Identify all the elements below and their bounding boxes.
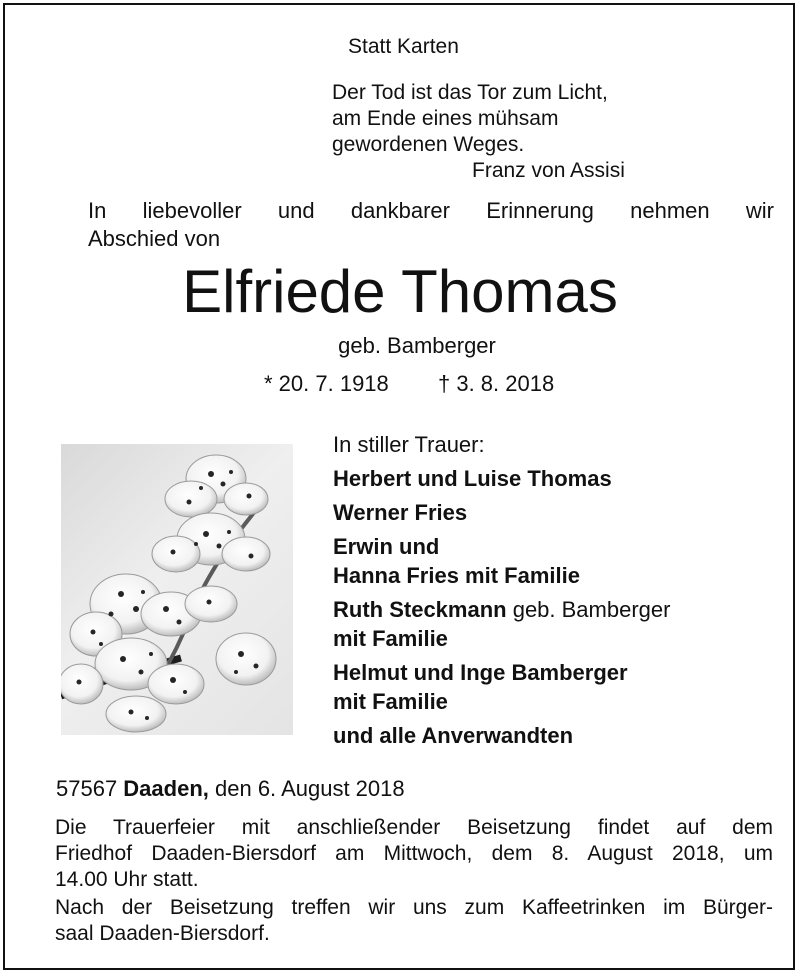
mourner-entry: Hanna Fries mit Familie bbox=[333, 563, 580, 588]
maiden-name: geb. Bamberger bbox=[338, 333, 496, 358]
reception-text bbox=[55, 895, 773, 947]
ceremony-line: 14.00 Uhr statt. bbox=[55, 868, 199, 891]
mourners-list bbox=[333, 430, 670, 750]
orchid-photo bbox=[61, 444, 293, 735]
deceased-name: Elfriede Thomas bbox=[182, 258, 618, 325]
town: Daaden, bbox=[123, 776, 209, 801]
intro-line: Abschied von bbox=[88, 226, 221, 251]
intro-text bbox=[88, 197, 774, 253]
reception-line: saal Daaden-Biersdorf. bbox=[55, 922, 270, 945]
mourner-entry: Herbert und Luise Thomas bbox=[333, 466, 612, 491]
quote-author: Franz von Assisi bbox=[472, 159, 625, 182]
header-statt-karten: Statt Karten bbox=[348, 35, 459, 58]
mourner-entry: Helmut und Inge Bamberger bbox=[333, 660, 628, 685]
place-date bbox=[56, 776, 405, 802]
quote-line: gewordenen Weges. bbox=[332, 133, 525, 156]
mourner-entry: und alle Anverwandten bbox=[333, 723, 574, 748]
mourner-entry: Werner Fries bbox=[333, 500, 468, 525]
mourner-entry bbox=[333, 595, 670, 624]
mourner-maiden-name: geb. Bamberger bbox=[506, 597, 671, 622]
mourner-entry: Erwin und bbox=[333, 534, 440, 559]
zip-code: 57567 bbox=[56, 776, 124, 801]
intro-line: In liebevoller und dankbarer Erinnerung nehmen wir bbox=[88, 198, 774, 223]
ceremony-text bbox=[55, 815, 773, 893]
date: den 6. August 2018 bbox=[208, 776, 405, 801]
quote-line: am Ende eines mühsam bbox=[332, 107, 559, 130]
quote-line: Der Tod ist das Tor zum Licht, bbox=[332, 81, 608, 104]
mourner-name: Ruth Steckmann bbox=[333, 597, 507, 622]
mourners-heading: In stiller Trauer: bbox=[333, 432, 485, 457]
ceremony-line: Friedhof Daaden-Biersdorf am Mittwoch, dem 8. August 2018, um bbox=[55, 842, 773, 865]
mourner-entry: mit Familie bbox=[333, 626, 448, 651]
birth-date: * 20. 7. 1918 bbox=[264, 371, 389, 396]
reception-line: Nach der Beisetzung treffen wir uns zum Kaffeetrinken im Bürger- bbox=[55, 896, 773, 919]
quote-block bbox=[332, 80, 625, 184]
death-date: † 3. 8. 2018 bbox=[438, 371, 555, 396]
orchid-image bbox=[61, 444, 293, 735]
mourner-entry: mit Familie bbox=[333, 689, 448, 714]
ceremony-line: Die Trauerfeier mit anschließender Beisetzung findet auf dem bbox=[55, 816, 773, 839]
